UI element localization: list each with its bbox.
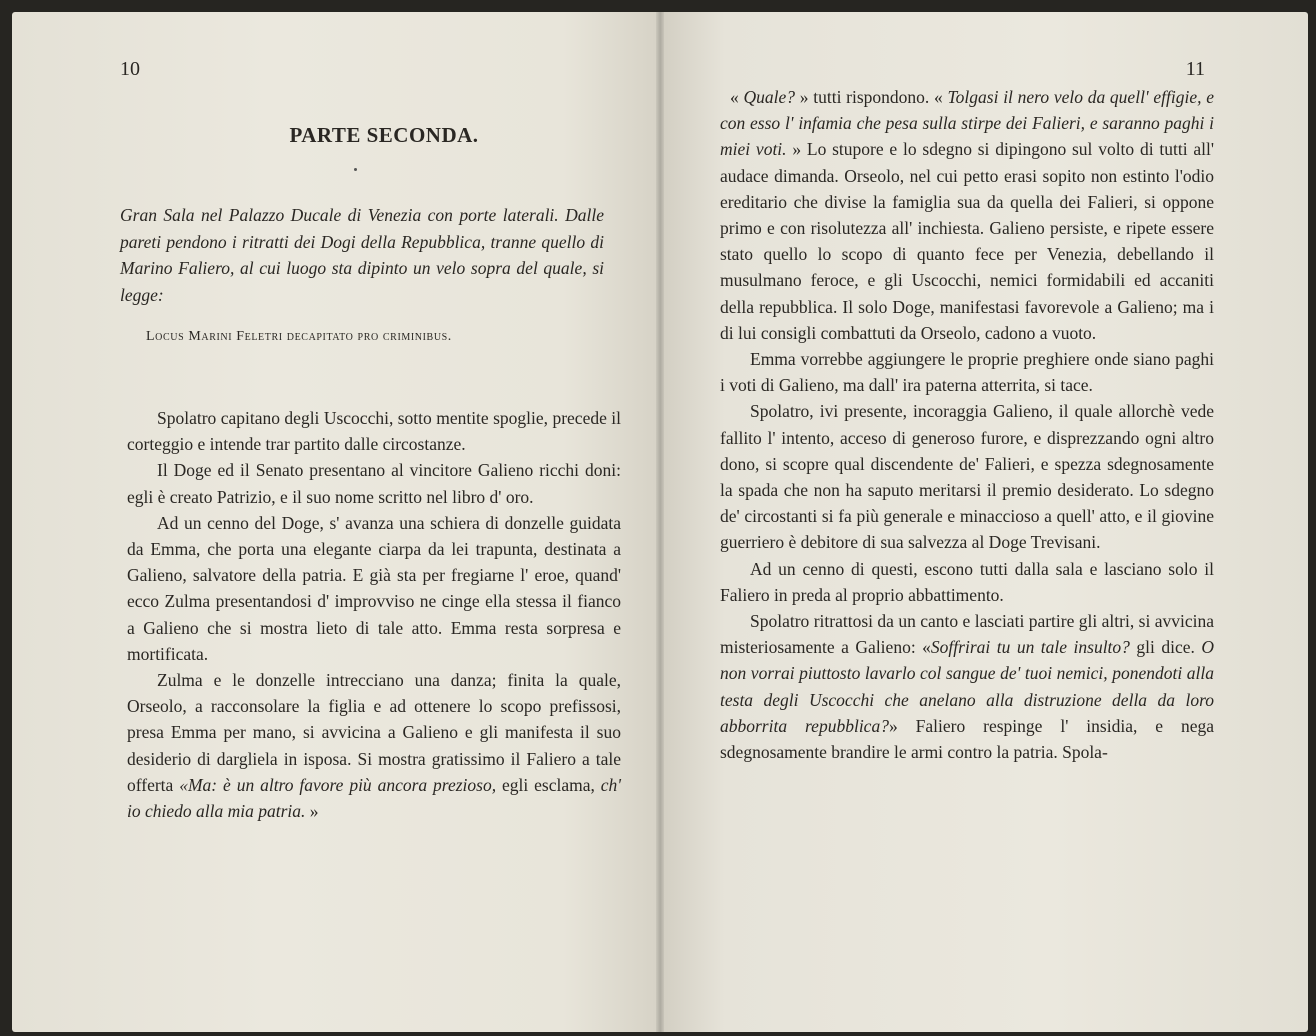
quote-text: Quale? [743,87,796,107]
paragraph-text: » [305,801,319,822]
paragraph [720,608,1214,765]
quote-text: ch' io chiedo alla mia patria. [127,774,622,822]
paragraph-text: « [730,87,744,107]
paragraph: Ad un cenno del Doge, s' avanza una schiera di donzelle guidata da Emma, che porta una elegante ciarpa da lei trapunta, destinata a Galieno, salvatore della patria. E già sta per fregiarne l' eroe, quand' ecco Zulma presentandosi d' improvviso ne cinge ella stessa il fianco a Galieno che si mostra lieto di tale atto. Emma resta sorpresa e mortificata. [127,512,621,664]
right-body-text [720,84,1214,765]
paragraph-text: » Lo stupore e lo sdegno si dipingono sul volto di tutti all' audace dimanda. Orseolo, nel cui petto erasi sopito non estinto l'odio ereditario che divise la famiglia sua da quella dei Falieri, si oppone primo e con risolutezza all' inchiesta. Galieno persiste, e ripete essere stato quello lo scopo di quanto fece per Venezia, debellando il musulmano feroce, e gli Uscocchi, nemici formidabili ed accaniti della repubblica. Il solo Doge, manifestasi favorevole a Galieno; ma i di lui consigli combattuti da Orseolo, cadono a vuoto. [720,139,1214,343]
paragraph-with-quote [127,667,621,824]
paragraph: Il Doge ed il Senato presentano al vincitore Galieno ricchi doni: egli è creato Patrizio, e il suo nome scritto nel libro d' oro. [127,460,621,507]
paragraph [720,84,1214,346]
paragraph: Spolatro capitano degli Uscocchi, sotto mentite spoglie, precede il corteggio e intende trar partito dalle circostanze. [127,408,621,455]
paragraph-text: gli dice. [1129,637,1202,658]
paragraph-text: » Faliero respinge l' insidia, e nega sdegnosamente brandire le armi contro la patria. Spola- [720,715,1214,763]
quote-text: Tolgasi il nero velo da quell' effigie, e con esso l' infamia che pesa sulla stirpe dei Falieri, e saranno paghi i miei voti. [720,87,1215,160]
inscription: Locus Marini Feletri decapitato pro criminibus. [146,329,452,344]
paragraph-text: Zulma e le donzelle intrecciano una danza; finita la quale, Orseolo, a racconsolare la figlia e ad ottenere lo scopo prefissosi, presa Emma per mano, si avvicina a Galieno e gli manifesta il suo desiderio di dargliela in isposa. Si mostra gratissimo il Faliero a tale offerta [127,670,621,795]
quote-text: O non vorrai piuttosto lavarlo col sangue de' tuoi nemici, ponendoti alla testa degli Uscocchi che anelano alla distruzione della da loro abborrita repubblica? [720,637,1215,736]
stage-direction: Gran Sala nel Palazzo Ducale di Venezia con porte laterali. Dalle pareti pendono i ritratti dei Dogi della Repubblica, tranne quello di Marino Faliero, al cui luogo sta dipinto un velo sopra del quale, si legge: [120,205,604,305]
left-body-text [127,405,621,824]
book-gutter [656,12,664,1032]
page-number: 11 [1185,58,1205,80]
paragraph-text: » tutti rispondono. « [795,87,948,107]
quote-text: Soffrirai tu un tale insulto? [930,637,1130,658]
page-number: 10 [120,58,140,80]
separator-dot [354,168,357,171]
left-page [12,12,660,1032]
quote-text: «Ma: è un altro favore più ancora prezioso, [179,774,497,795]
paragraph-text: Spolatro ritrattosi da un canto e lasciati partire gli altri, si avvicina misteriosamente a Galieno: « [720,611,1214,658]
right-page [660,12,1308,1032]
paragraph-text: egli esclama, [496,774,601,795]
paragraph: Spolatro, ivi presente, incoraggia Galieno, il quale allorchè vede fallito l' intento, acceso di generoso furore, e disprezzando ogni altro dono, si scopre qual discendente de' Falieri, e spezza sdegnosamente la spada che non ha saputo meritarsi il premio desiderato. Lo sdegno de' circostanti si fa più generale e minaccioso a quell' atto, e il giovine guerriero è debitore di sua salvezza al Doge Trevisani. [720,401,1214,553]
paragraph: Ad un cenno di questi, escono tutti dalla sala e lasciano solo il Faliero in preda al proprio abbattimento. [720,558,1214,605]
paragraph: Emma vorrebbe aggiungere le proprie preghiere onde siano paghi i voti di Galieno, ma dall' ira paterna atterrita, si tace. [720,349,1214,396]
section-title: PARTE SECONDA. [289,123,479,147]
